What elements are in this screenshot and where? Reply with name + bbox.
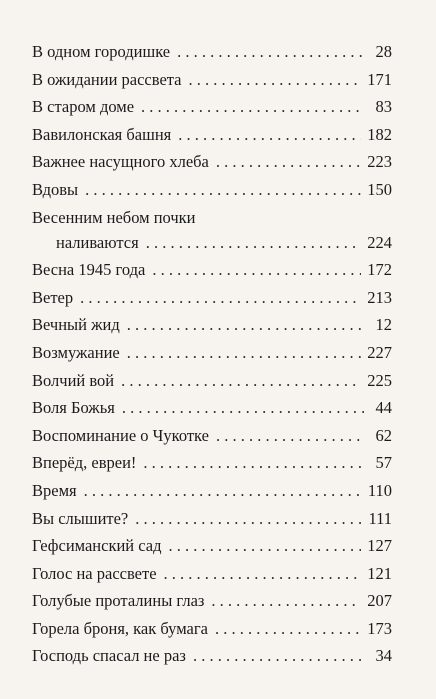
entry-page-number: 150 [367,179,392,199]
toc-entry-multiline [32,206,392,257]
entry-title: Гефсиманский сад [32,536,162,556]
toc-entry [32,176,392,204]
toc-entry [32,367,392,395]
entry-page-number: 110 [367,480,392,500]
entry-title: Вдовы [32,179,79,199]
toc-entry [32,587,392,615]
entry-title-line1: Весенним небом почки [32,207,196,227]
toc-entry [32,93,392,121]
dot-leader [189,66,362,94]
entry-page-number: 207 [367,591,392,611]
entry-title: Весна 1945 года [32,260,146,280]
entry-page-number: 34 [375,646,392,666]
entry-title: Воспоминание о Чукотке [32,425,209,445]
dot-leader [211,587,361,615]
dot-leader [141,93,364,121]
toc-entry [32,284,392,312]
entry-page-number: 227 [367,342,392,362]
entry-page-number: 62 [375,425,392,445]
entry-page-number: 111 [368,508,392,528]
entry-page-number: 28 [375,42,392,61]
dot-leader [216,148,361,176]
toc-entry [32,505,392,533]
dot-leader [193,642,364,670]
toc-entry [32,615,392,643]
entry-title: Возмужание [32,342,120,362]
entry-title: Господь спасал не раз [32,646,186,666]
entry-title: Ветер [32,287,74,307]
toc-entry-continuation [32,229,392,257]
entry-page-number: 121 [367,563,392,583]
toc-entry [32,256,392,284]
entry-title: В одном городишке [32,42,171,61]
dot-leader [122,394,364,422]
dot-leader [216,422,364,450]
toc-entry [32,66,392,94]
entry-title: Голубые проталины глаз [32,591,205,611]
dot-leader [80,284,361,312]
entry-title-line2: наливаются [56,232,139,252]
entry-page-number: 57 [375,453,392,473]
entry-page-number: 172 [367,260,392,280]
dot-leader [177,38,364,66]
dot-leader [178,121,361,149]
dot-leader [143,449,364,477]
entry-page-number: 12 [375,315,392,335]
entry-title: Голос на рассвете [32,563,157,583]
entry-title: Вы слышите? [32,508,129,528]
entry-title: Важнее насущного хлеба [32,152,209,172]
entry-page-number: 213 [367,287,392,307]
toc-entry [32,642,392,670]
toc-entry [32,394,392,422]
entry-page-number: 44 [375,398,392,418]
entry-page-number: 224 [367,232,392,252]
dot-leader [169,532,362,560]
toc-entry [32,477,392,505]
dot-leader [85,176,361,204]
entry-title: Горела броня, как бумага [32,618,208,638]
entry-page-number: 182 [367,124,392,144]
entry-page-number: 83 [375,97,392,117]
dot-leader [121,367,361,395]
toc-entry [32,148,392,176]
table-of-contents [32,38,392,670]
toc-entry [32,311,392,339]
entry-title: Время [32,480,77,500]
toc-entry [32,449,392,477]
toc-entry [32,38,392,66]
dot-leader [164,560,362,588]
entry-page-number: 127 [367,536,392,556]
dot-leader [215,615,361,643]
entry-page-number: 173 [367,618,392,638]
dot-leader [127,311,364,339]
entry-title: Воля Божья [32,398,115,418]
entry-title: Волчий вой [32,370,115,390]
dot-leader [146,229,362,257]
dot-leader [152,256,361,284]
toc-entry [32,121,392,149]
toc-entry [32,339,392,367]
entry-page-number: 225 [367,370,392,390]
toc-entry [32,532,392,560]
entry-title: В ожидании рассвета [32,69,182,89]
dot-leader [135,505,362,533]
dot-leader [127,339,362,367]
toc-entry [32,422,392,450]
dot-leader [84,477,362,505]
entry-title: В старом доме [32,97,135,117]
entry-page-number: 223 [367,152,392,172]
entry-title: Вавилонская башня [32,124,172,144]
entry-title: Вперёд, евреи! [32,453,137,473]
entry-page-number: 171 [367,69,392,89]
toc-entry [32,560,392,588]
entry-title: Вечный жид [32,315,120,335]
